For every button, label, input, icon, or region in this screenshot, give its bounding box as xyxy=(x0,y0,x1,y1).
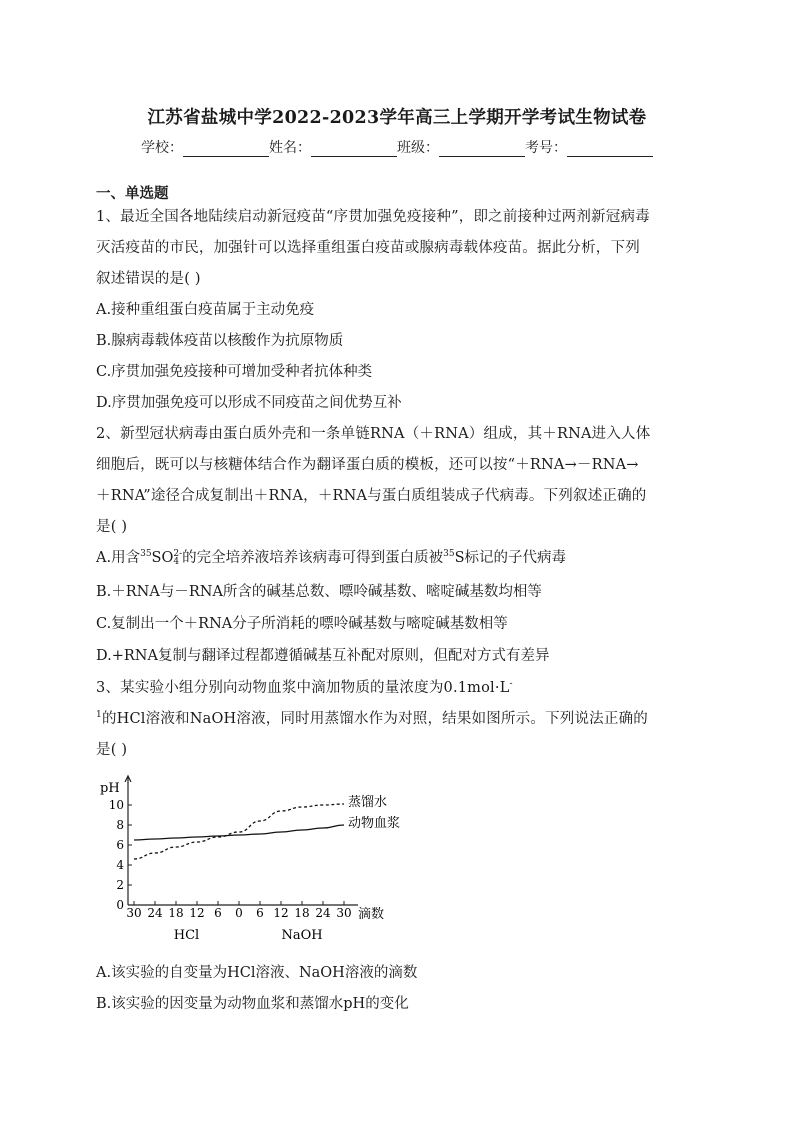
x-axis-label: 滴数 xyxy=(358,907,385,922)
q2-line-4: 是( ) xyxy=(96,519,128,535)
y-tick-label: 10 xyxy=(108,798,124,812)
x-tick-label: 12 xyxy=(189,906,205,920)
x-tick-label: 18 xyxy=(294,906,310,920)
isotope-sup: 35 xyxy=(140,549,152,560)
ph-chart xyxy=(90,770,430,950)
animal-plasma-label: 动物血浆 xyxy=(348,816,401,831)
x-group-hcl: HCl xyxy=(173,928,200,943)
q2-line-3: ＋RNA”途径合成复制出＋RNA，＋RNA与蛋白质组装成子代病毒。下列叙述正确的 xyxy=(96,488,647,504)
x-tick-label: 30 xyxy=(126,906,142,920)
x-tick-label: 24 xyxy=(315,906,331,920)
y-tick-label: 8 xyxy=(116,818,124,832)
sulfate-charge-index xyxy=(173,550,182,566)
class-blank[interactable] xyxy=(439,142,525,157)
q3-line-2-text: 的HCl溶液和NaOH溶液，同时用蒸馏水作为对照，结果如图所示。下列说法正确的 xyxy=(101,711,648,727)
x-tick-label: 24 xyxy=(147,906,163,920)
y-tick-label: 4 xyxy=(116,858,124,872)
q1-option-d[interactable]: D.序贯加强免疫可以形成不同疫苗之间优势互补 xyxy=(96,395,402,411)
school-blank[interactable] xyxy=(183,142,269,157)
x-group-naoh: NaOH xyxy=(281,928,323,943)
q3-option-a[interactable]: A.该实验的自变量为HCl溶液、NaOH溶液的滴数 xyxy=(96,965,418,981)
x-tick-label: 6 xyxy=(256,906,264,920)
q2-option-b[interactable]: B.＋RNA与－RNA所含的碱基总数、嘌呤碱基数、嘧啶碱基数均相等 xyxy=(96,584,542,600)
distilled-water-label: 蒸馏水 xyxy=(348,795,388,810)
class-label: 班级： xyxy=(397,140,439,156)
q2-line-1: 2、新型冠状病毒由蛋白质外壳和一条单链RNA（＋RNA）组成，其＋RNA进入人体 xyxy=(96,426,651,442)
exam-number-blank[interactable] xyxy=(567,142,653,157)
q1-line-2: 灭活疫苗的市民，加强针可以选择重组蛋白疫苗或腺病毒载体疫苗。据此分析，下列 xyxy=(96,240,640,256)
q1-option-a[interactable]: A.接种重组蛋白疫苗属于主动免疫 xyxy=(96,302,315,318)
y-tick-label: 0 xyxy=(116,898,124,912)
q3-line-3: 是( ) xyxy=(96,742,128,758)
y-tick-label: 6 xyxy=(116,838,124,852)
exam-number-label: 考号： xyxy=(525,140,567,156)
x-tick-label: 12 xyxy=(273,906,289,920)
sulfate-subscript: 4 xyxy=(173,557,180,567)
q1-line-1: 1、最近全国各地陆续启动新冠疫苗“序贯加强免疫接种”，即之前接种过两剂新冠病毒 xyxy=(96,209,650,225)
name-label: 姓名： xyxy=(269,140,311,156)
q3-line-1-text: 3、某实验小组分别向动物血浆中滴加物质的量浓度为0.1mol·L xyxy=(96,680,510,696)
distilled-water-line xyxy=(134,804,344,859)
section-heading: 一、单选题 xyxy=(96,185,169,202)
q2-option-a-text-2: 的完全培养液培养该病毒可得到蛋白质被 xyxy=(182,550,444,566)
q2-option-a-text-3: S标记的子代病毒 xyxy=(454,550,567,566)
page-title: 江苏省盐城中学2022-2023学年高三上学期开学考试生物试卷 xyxy=(147,108,647,128)
q3-option-b[interactable]: B.该实验的因变量为动物血浆和蒸馏水pH的变化 xyxy=(96,996,409,1012)
animal-plasma-line xyxy=(134,825,344,840)
sulfate-formula: SO xyxy=(151,550,174,566)
q3-line-1 xyxy=(96,676,513,697)
y-tick-label: 2 xyxy=(116,878,124,892)
x-tick-label: 30 xyxy=(336,906,352,920)
name-blank[interactable] xyxy=(311,142,397,157)
q2-option-a-text: A.用含 xyxy=(96,550,141,566)
q1-option-b[interactable]: B.腺病毒载体疫苗以核酸作为抗原物质 xyxy=(96,333,344,349)
sulfate-charge: 2- xyxy=(173,549,183,559)
q2-option-a[interactable] xyxy=(96,546,566,567)
isotope-sup-2: 35 xyxy=(443,549,455,560)
q1-option-c[interactable]: C.序贯加强免疫接种可增加受种者抗体种类 xyxy=(96,364,373,380)
x-tick-label: 6 xyxy=(214,906,222,920)
q3-unit-sup: - xyxy=(509,679,513,690)
q2-option-c[interactable]: C.复制出一个＋RNA分子所消耗的嘌呤碱基数与嘧啶碱基数相等 xyxy=(96,616,508,632)
q1-line-3: 叙述错误的是( ) xyxy=(96,271,201,287)
x-tick-label: 0 xyxy=(235,906,243,920)
student-info-row xyxy=(0,137,794,157)
school-label: 学校： xyxy=(141,140,183,156)
x-tick-label: 18 xyxy=(168,906,184,920)
q3-line-2 xyxy=(96,707,648,728)
q3-unit-sup-2: 1 xyxy=(96,710,102,721)
q2-option-d[interactable]: D.+RNA复制与翻译过程都遵循碱基互补配对原则，但配对方式有差异 xyxy=(96,648,550,664)
y-axis-label: pH xyxy=(100,781,120,796)
q2-line-2: 细胞后，既可以与核糖体结合作为翻译蛋白质的模板，还可以按“＋RNA→－RNA→ xyxy=(96,457,639,473)
